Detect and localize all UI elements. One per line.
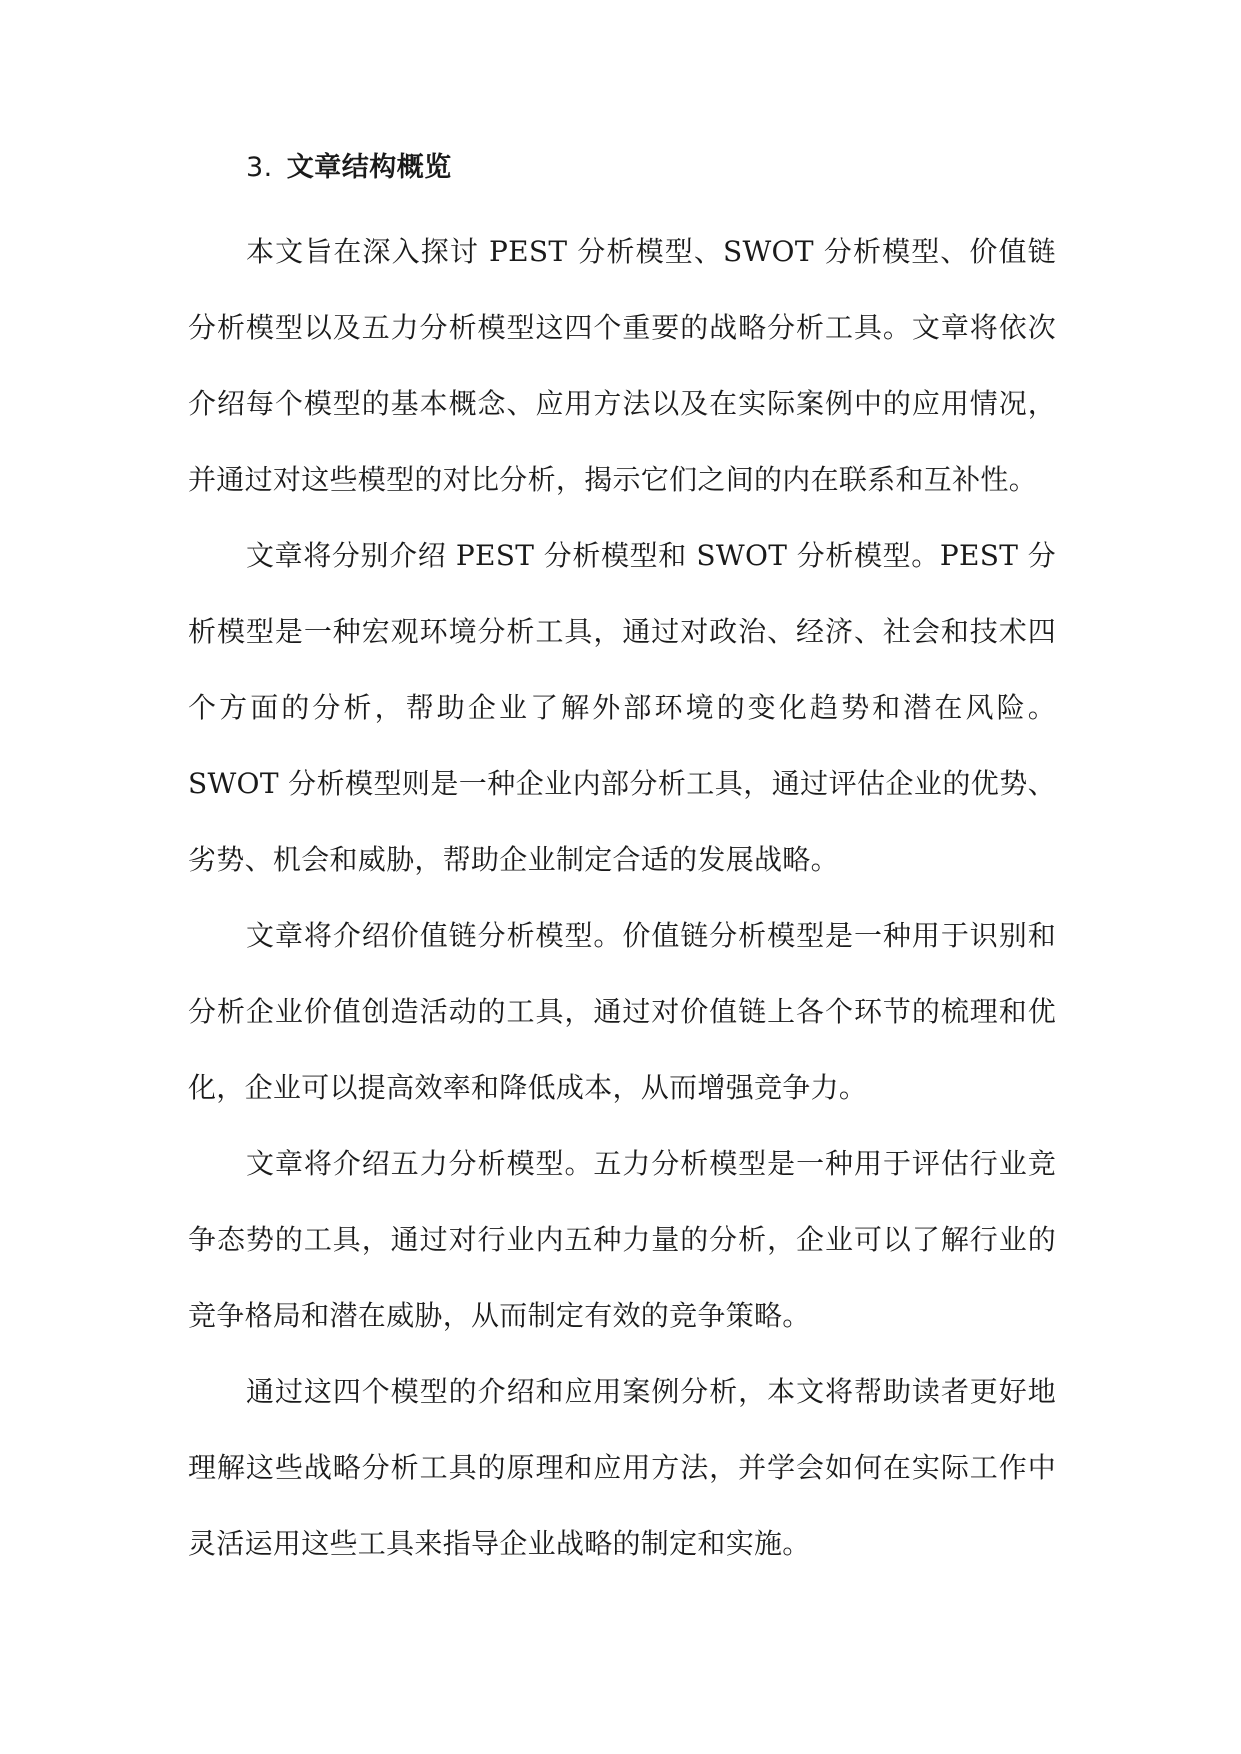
document-body xyxy=(188,148,1056,1582)
paragraph-five-forces: 文章将介绍五力分析模型。五力分析模型是一种用于评估行业竞争态势的工具，通过对行业内五种力量的分析，企业可以了解行业的竞争格局和潜在威胁，从而制定有效的竞争策略。 xyxy=(188,1147,1056,1332)
paragraph-conclusion: 通过这四个模型的介绍和应用案例分析，本文将帮助读者更好地理解这些战略分析工具的原理和应用方法，并学会如何在实际工作中灵活运用这些工具来指导企业战略的制定和实施。 xyxy=(188,1375,1056,1560)
paragraph-overview: 本文旨在深入探讨 PEST 分析模型、SWOT 分析模型、价值链分析模型以及五力分析模型这四个重要的战略分析工具。文章将依次介绍每个模型的基本概念、应用方法以及在实际案例中的应用情况，并通过对这些模型的对比分析，揭示它们之间的内在联系和互补性。 xyxy=(188,235,1056,496)
paragraph-value-chain: 文章将介绍价值链分析模型。价值链分析模型是一种用于识别和分析企业价值创造活动的工具，通过对价值链上各个环节的梳理和优化，企业可以提高效率和降低成本，从而增强竞争力。 xyxy=(188,919,1056,1104)
section-number: 3. xyxy=(246,152,273,183)
paragraph-pest-swot: 文章将分别介绍 PEST 分析模型和 SWOT 分析模型。PEST 分析模型是一种宏观环境分析工具，通过对政治、经济、社会和技术四个方面的分析，帮助企业了解外部环境的变化趋势和潜在风险。SWOT 分析模型则是一种企业内部分析工具，通过评估企业的优势、劣势、机会和威胁，帮助企业制定合适的发展战略。 xyxy=(188,539,1056,876)
section-heading xyxy=(188,148,1056,188)
section-title: 文章结构概览 xyxy=(286,152,452,183)
